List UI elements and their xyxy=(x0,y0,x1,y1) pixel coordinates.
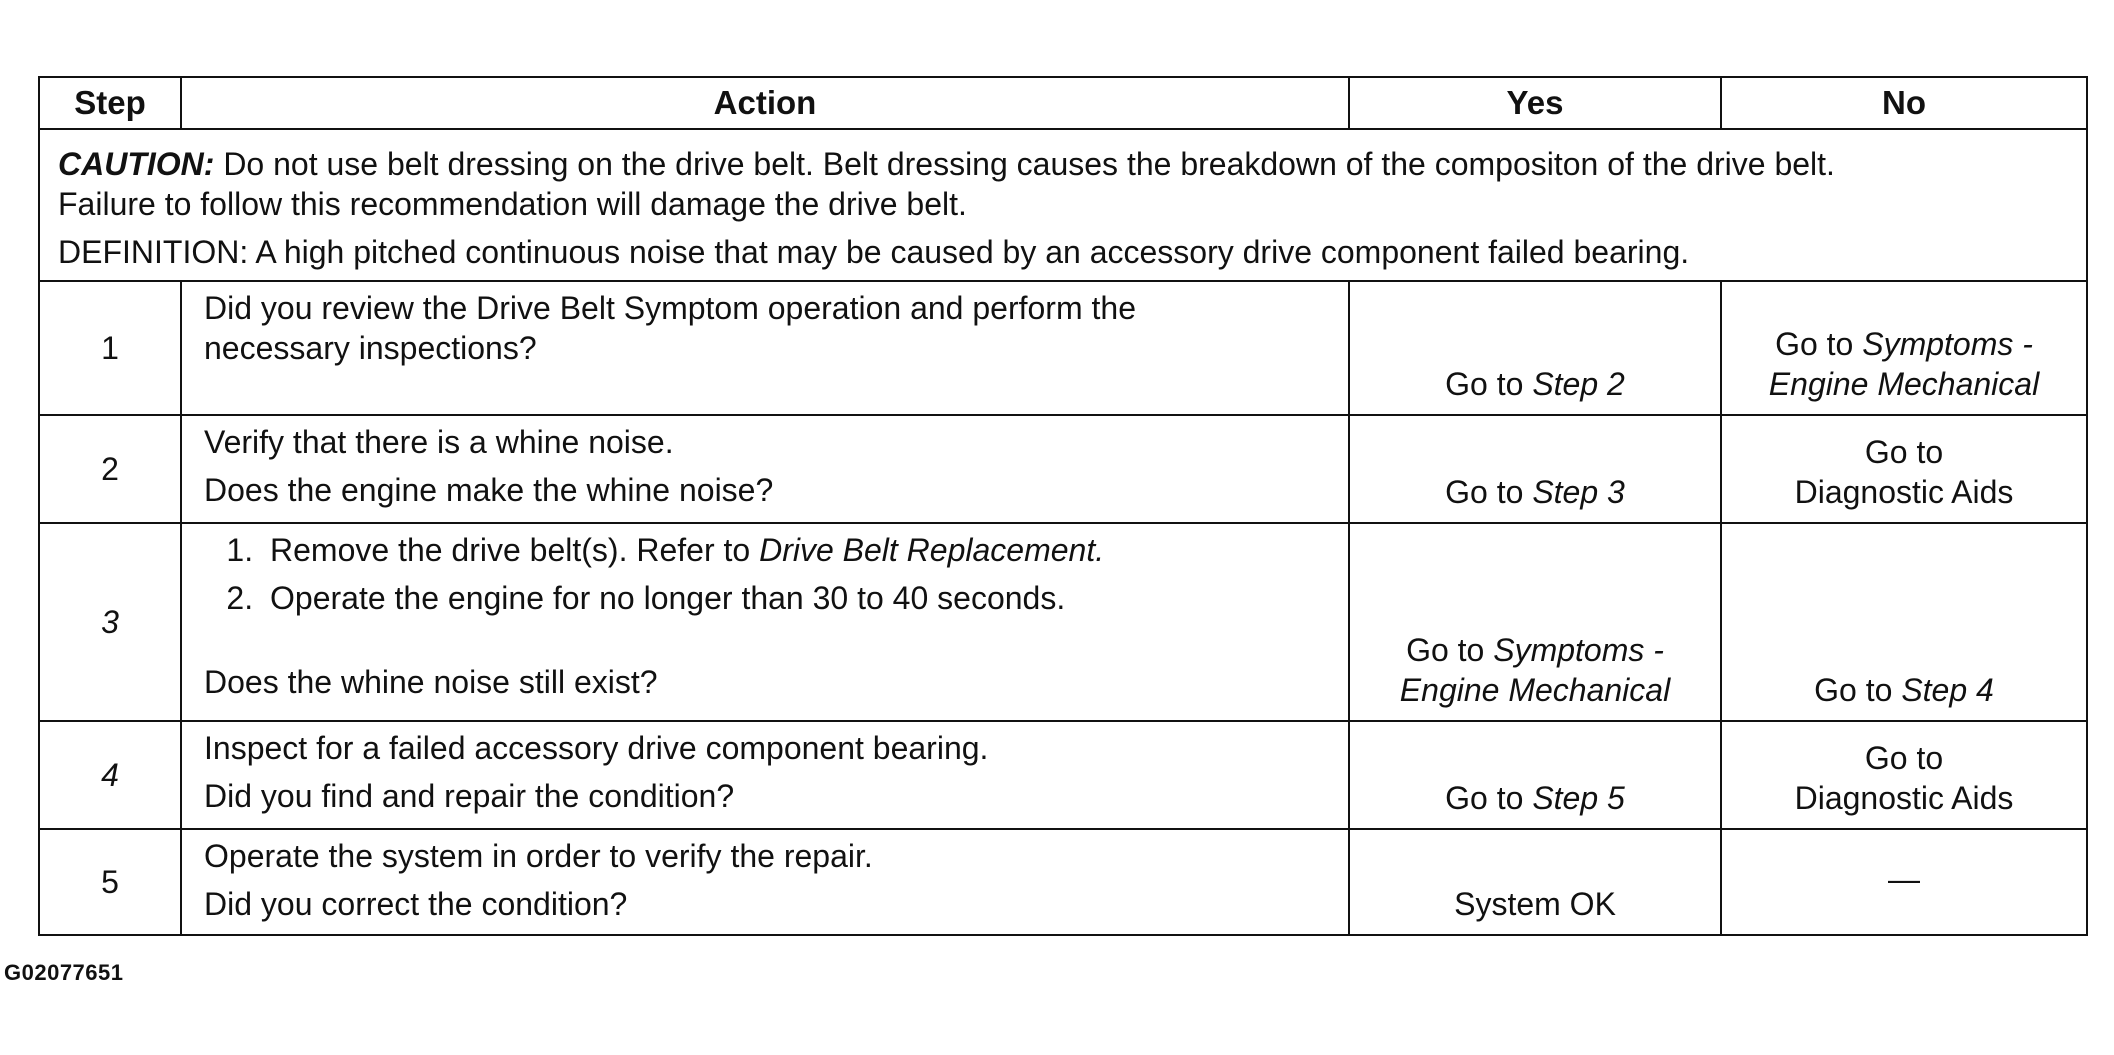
header-row xyxy=(39,77,2087,129)
yes-cell xyxy=(1349,281,1721,415)
table-row xyxy=(39,415,2087,523)
yes-prefix: Go to xyxy=(1406,632,1494,668)
action-question: Does the whine noise still exist? xyxy=(204,664,658,700)
action-cell xyxy=(181,281,1349,415)
action-text: Verify that there is a whine noise. xyxy=(204,424,674,460)
list-item: 2. Operate the engine for no longer than 30 to 40 seconds. xyxy=(262,578,1326,618)
no-line-1: Go to xyxy=(1864,740,1944,776)
figure-id: G02077651 xyxy=(4,960,124,985)
no-line-2: Diagnostic Aids xyxy=(1794,780,2014,816)
caution-block xyxy=(39,129,2087,281)
list-item: 1. Remove the drive belt(s). Refer to Drive Belt Replacement. xyxy=(262,530,1326,570)
action-cell xyxy=(181,415,1349,523)
header-yes: Yes xyxy=(1349,77,1721,129)
step-number: 5 xyxy=(39,829,181,935)
action-question: Does the engine make the whine noise? xyxy=(204,472,774,508)
yes-cell xyxy=(1349,415,1721,523)
yes-ref: Step 2 xyxy=(1532,366,1625,402)
action-text: Inspect for a failed accessory drive component bearing. xyxy=(204,730,989,766)
no-line-1: Go to xyxy=(1864,434,1944,470)
caution-text-2: Failure to follow this recommendation will damage the drive belt. xyxy=(58,186,967,222)
table-row xyxy=(39,721,2087,829)
yes-cell: System OK xyxy=(1349,829,1721,935)
procedure-list xyxy=(204,530,1326,618)
caution-row xyxy=(39,129,2087,281)
no-prefix: Go to xyxy=(1775,326,1863,362)
no-cell xyxy=(1721,281,2087,415)
header-action: Action xyxy=(181,77,1349,129)
header-step: Step xyxy=(39,77,181,129)
step-number: 4 xyxy=(39,721,181,829)
action-question: Did you find and repair the condition? xyxy=(204,778,735,814)
diagnostic-table xyxy=(38,76,2088,936)
step-number: 1 xyxy=(39,281,181,415)
no-line-2: Diagnostic Aids xyxy=(1794,474,2014,510)
header-no: No xyxy=(1721,77,2087,129)
no-ref: Step 4 xyxy=(1901,672,1994,708)
yes-ref: Step 3 xyxy=(1532,474,1625,510)
action-cell xyxy=(181,829,1349,935)
table-row xyxy=(39,523,2087,721)
yes-prefix: Go to xyxy=(1445,366,1533,402)
yes-cell xyxy=(1349,523,1721,721)
yes-ref: Symptoms - Engine Mechanical xyxy=(1399,632,1671,708)
no-cell xyxy=(1721,415,2087,523)
table-row xyxy=(39,281,2087,415)
caution-label: CAUTION: xyxy=(58,146,215,182)
yes-prefix: Go to xyxy=(1445,474,1533,510)
no-cell xyxy=(1721,721,2087,829)
no-ref: Symptoms - Engine Mechanical xyxy=(1768,326,2040,402)
step-number: 3 xyxy=(39,523,181,721)
action-text: Operate the system in order to verify the repair. xyxy=(204,838,873,874)
caution-text-1: Do not use belt dressing on the drive belt. Belt dressing causes the breakdown of the compositon of the drive belt. xyxy=(214,146,1835,182)
definition-text: DEFINITION: A high pitched continuous noise that may be caused by an accessory drive component failed bearing. xyxy=(58,234,1690,270)
no-cell: — xyxy=(1721,829,2087,935)
action-cell xyxy=(181,721,1349,829)
action-text: Did you review the Drive Belt Symptom operation and perform the necessary inspections? xyxy=(204,290,1136,366)
action-cell xyxy=(181,523,1349,721)
table-row xyxy=(39,829,2087,935)
step-number: 2 xyxy=(39,415,181,523)
caution-text xyxy=(58,144,2068,224)
action-question: Did you correct the condition? xyxy=(204,886,628,922)
yes-prefix: Go to xyxy=(1445,780,1533,816)
yes-ref: Step 5 xyxy=(1532,780,1625,816)
yes-cell xyxy=(1349,721,1721,829)
no-prefix: Go to xyxy=(1814,672,1902,708)
no-cell xyxy=(1721,523,2087,721)
